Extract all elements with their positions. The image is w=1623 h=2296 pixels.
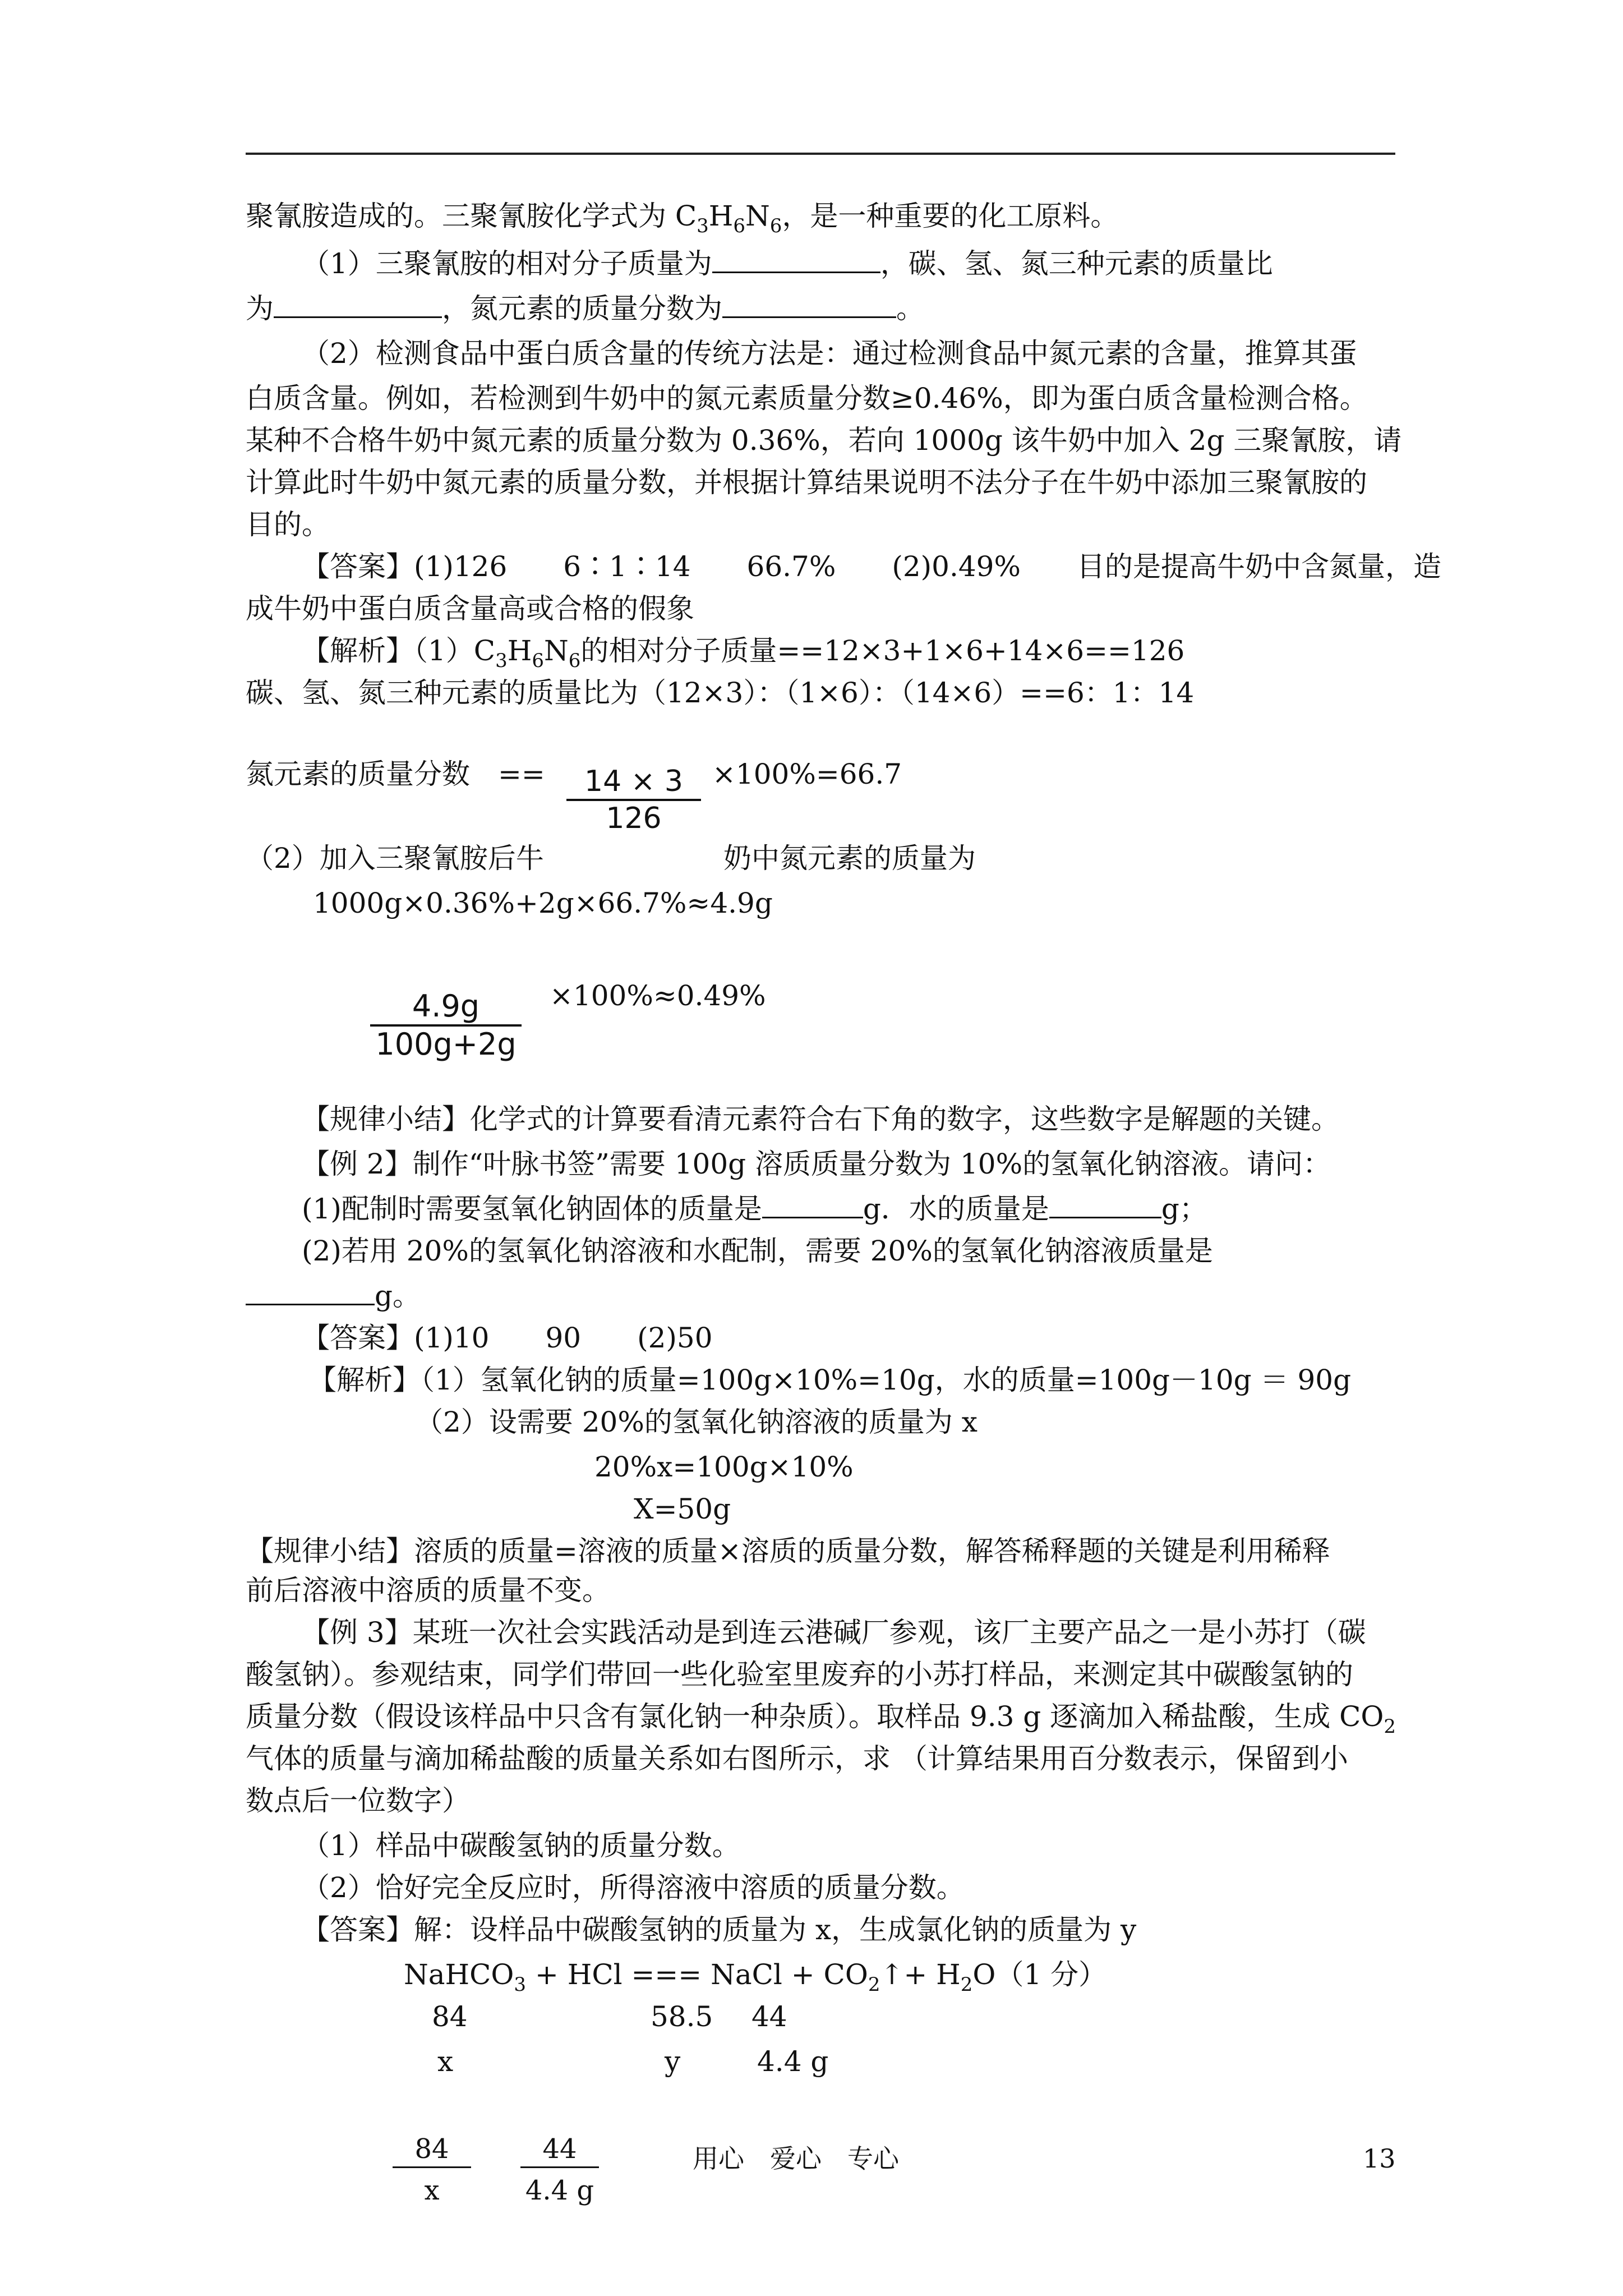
analysis-line-3: 氮元素的质量分数 == xyxy=(246,758,545,790)
header-rule xyxy=(246,153,1395,155)
intro-line: 聚氰胺造成的。三聚氰胺化学式为 $C_3H_6N_6$，是一种重要的化工原料。 xyxy=(246,200,1119,237)
example-3-q1: （1）样品中碳酸氢钠的质量分数。 xyxy=(302,1829,740,1862)
example-2-analysis-2: （2）设需要 20%的氢氧化钠溶液的质量为 x xyxy=(415,1406,978,1438)
fraction-numerator: 14 × 3 xyxy=(584,765,683,798)
answer-line-2: 成牛奶中蛋白质含量高或合格的假象 xyxy=(246,592,694,625)
chemical-equation: NaHCO$_3$ + HCl === NaCl + $CO_2↑+ H_2O(1$ 分） xyxy=(404,1958,1107,1996)
question-2-line-4: 计算此时牛奶中氮元素的质量分数，并根据计算结果说明不法分子在牛奶中添加三聚氰胺的 xyxy=(246,466,1367,499)
fraction-numerator: 84 xyxy=(414,2133,449,2165)
example-3-q2: （2）恰好完全反应时，所得溶液中溶质的质量分数。 xyxy=(302,1871,965,1904)
proportion-right xyxy=(520,2132,599,2213)
page-number: 13 xyxy=(1363,2143,1396,2174)
analysis-line-4b: 奶中氮元素的质量为 xyxy=(723,842,976,875)
example-2-title: 【例 2】制作“叶脉书签”需要 100g 溶质质量分数为 10%的氢氧化钠溶液。请问： xyxy=(302,1148,1331,1180)
example-2-answer: 【答案】(1)10 90 (2)50 xyxy=(302,1322,713,1354)
example-3-line-4: 气体的质量与滴加稀盐酸的质量关系如右图所示，求 （计算结果用百分数表示，保留到小 xyxy=(246,1742,1348,1775)
fraction-numerator: 44 xyxy=(542,2133,577,2165)
example-3-line-1: 【例 3】某班一次社会实践活动是到连云港碱厂参观，该厂主要产品之一是小苏打（碳 xyxy=(302,1616,1366,1649)
example-2-q2: (2)若用 20%的氢氧化钠溶液和水配制，需要 20%的氢氧化钠溶液质量是 xyxy=(302,1235,1213,1267)
fraction-numerator: 4.9g xyxy=(412,988,480,1024)
analysis-line-4a: （2）加入三聚氰胺后牛 xyxy=(246,842,544,875)
analysis-line-2: 碳、氢、氮三种元素的质量比为（12×3）：（1×6）：（14×6）==6：1：14 xyxy=(246,677,1195,709)
question-1-line: （1）三聚氰胺的相对分子质量为 ，碳、氢、氮三种元素的质量比 xyxy=(302,247,1273,280)
example-3-line-5: 数点后一位数字） xyxy=(246,1784,470,1817)
example-2-analysis-3: 20%x=100g×10% xyxy=(594,1451,854,1483)
question-2-line-3: 某种不合格牛奶中氮元素的质量分数为 0.36%，若向 1000g 该牛奶中加入 2g 三聚氰胺，请 xyxy=(246,424,1402,457)
answer-blank xyxy=(246,1280,375,1305)
footer-motto: 用心 爱心 专心 xyxy=(693,2143,899,2174)
unknown-x: x xyxy=(437,2045,454,2078)
example-3-line-2: 酸氢钠）。参观结束，同学们带回一些化验室里废弃的小苏打样品，来测定其中碳酸氢钠的 xyxy=(246,1658,1353,1691)
analysis-line-6: ×100%≈0.49% xyxy=(550,979,766,1012)
answer-line-1: 【答案】(1)126 6∶1∶14 66.7% (2)0.49% 目的是提高牛奶中含氮量，造 xyxy=(302,550,1442,583)
question-2-line-5: 目的。 xyxy=(246,508,330,541)
molar-mass-nahco3: 84 xyxy=(432,2000,468,2033)
unknown-y: y xyxy=(665,2045,681,2078)
fraction-denominator: 4.4 g xyxy=(525,2175,594,2206)
example-2-q1: (1)配制时需要氢氧化钠固体的质量是 g．水的质量是 g； xyxy=(302,1193,1207,1225)
analysis-line-1: 【解析】$(1)C_3H_6N_6$的相对分子质量==12×3+1×6+14×6==126 xyxy=(302,634,1185,672)
fraction-denominator: 100g+2g xyxy=(375,1027,517,1062)
molar-mass-co2: 44 xyxy=(751,2000,787,2033)
answer-blank xyxy=(762,1193,863,1218)
example-2-analysis-4: X=50g xyxy=(634,1493,731,1525)
example-3-line-3: 质量分数（假设该样品中只含有氯化钠一种杂质）。取样品 9.3 g 逐滴加入稀盐酸，生成 $CO_2$ xyxy=(246,1700,1396,1738)
analysis-line-5: 1000g×0.36%+2g×66.7%≈4.9g xyxy=(313,887,773,919)
molar-mass-nacl: 58.5 xyxy=(651,2000,713,2033)
example-2-q2-end: g。 xyxy=(246,1279,421,1313)
example-3-answer: 【答案】解：设样品中碳酸氢钠的质量为 x，生成氯化钠的质量为 y xyxy=(302,1913,1137,1946)
answer-blank xyxy=(712,248,880,273)
fraction-nitrogen-percent xyxy=(566,764,701,836)
example-2-analysis-1: 【解析】（1）氢氧化钠的质量=100g×10%=10g，水的质量=100g－10g ＝ 90g xyxy=(308,1364,1352,1396)
proportion-left xyxy=(393,2132,471,2213)
mass-co2: 4.4 g xyxy=(757,2045,829,2078)
answer-blank xyxy=(722,293,896,318)
question-2-line-2: 白质含量。例如，若检测到牛奶中的氮元素质量分数≥0.46%，即为蛋白质含量检测合格。 xyxy=(246,382,1368,415)
answer-blank xyxy=(274,293,442,318)
fraction-milk-nitrogen xyxy=(370,988,522,1062)
fraction-denominator: x xyxy=(424,2175,440,2206)
summary-1: 【规律小结】化学式的计算要看清元素符合右下角的数字，这些数字是解题的关键。 xyxy=(302,1103,1339,1135)
summary-2-line-1: 【规律小结】溶质的质量=溶液的质量×溶质的质量分数，解答稀释题的关键是利用稀释 xyxy=(246,1535,1330,1567)
analysis-line-3b: ×100%=66.7 xyxy=(712,758,902,790)
answer-blank xyxy=(1049,1193,1161,1218)
summary-2-line-2: 前后溶液中溶质的质量不变。 xyxy=(246,1574,610,1607)
question-2-line-1: （2）检测食品中蛋白质含量的传统方法是：通过检测食品中氮元素的含量，推算其蛋 xyxy=(302,337,1357,370)
question-1-line-2: 为 ，氮元素的质量分数为 。 xyxy=(246,292,924,325)
fraction-denominator: 126 xyxy=(606,802,662,835)
